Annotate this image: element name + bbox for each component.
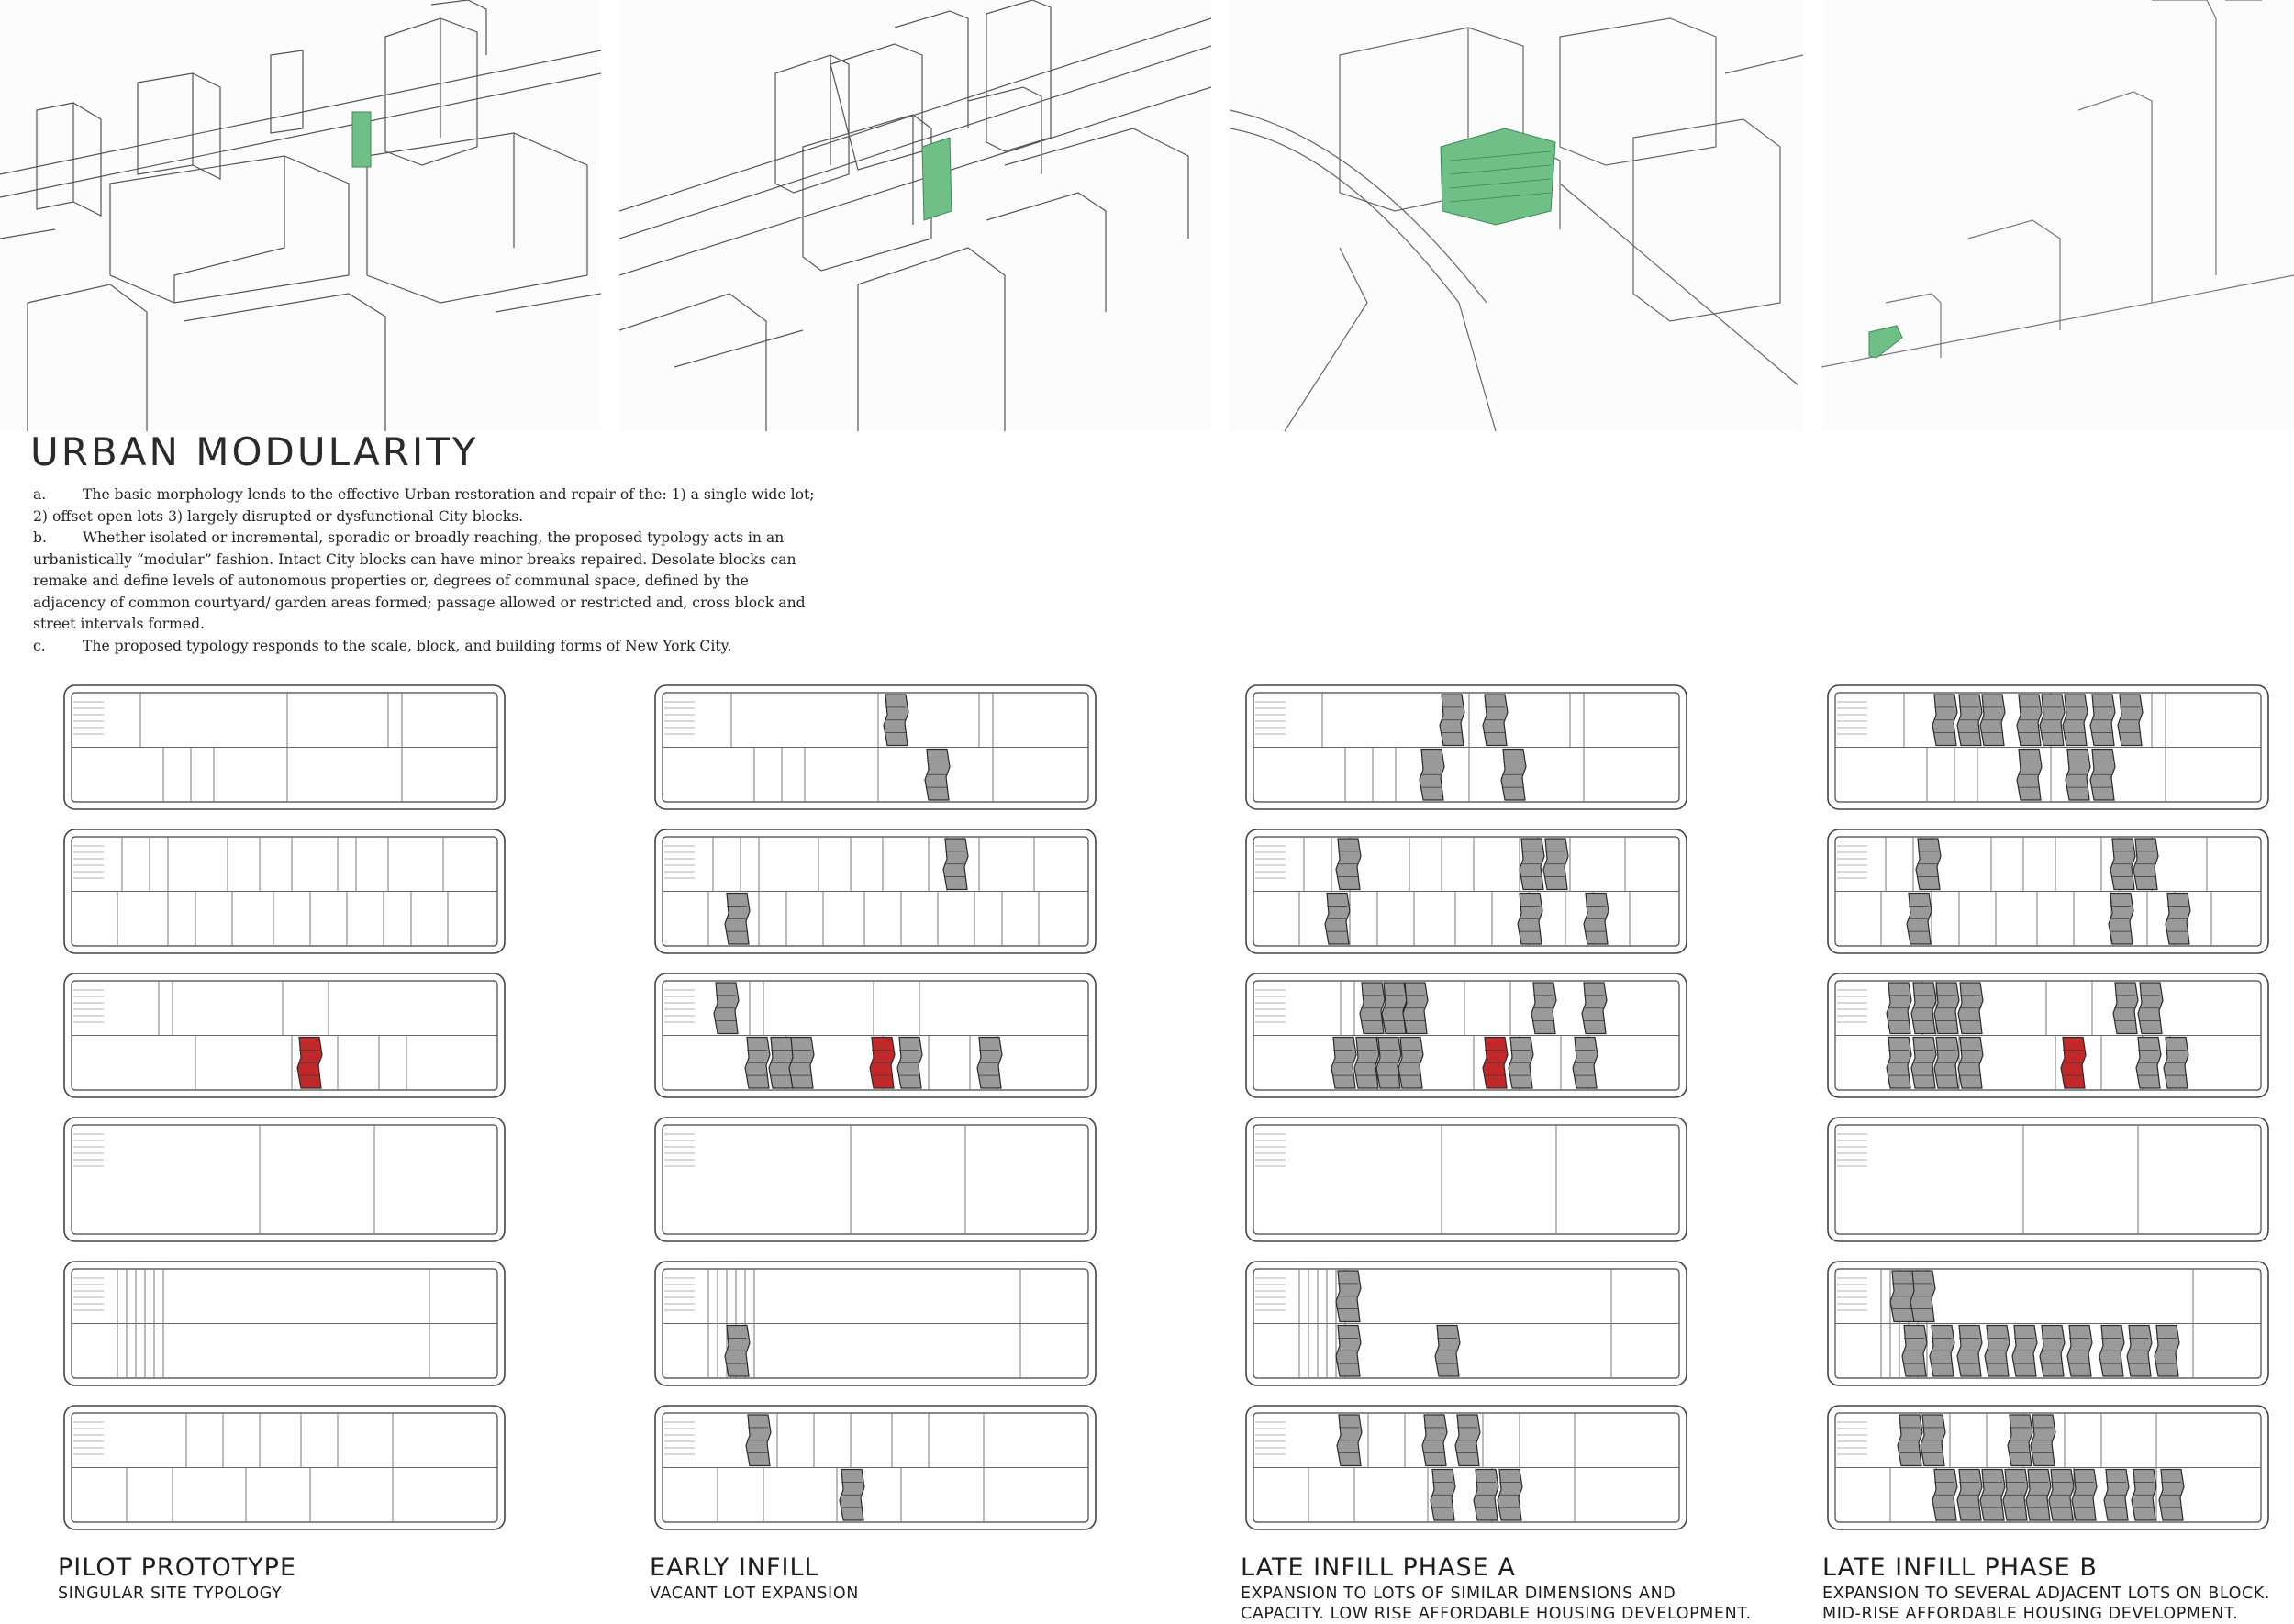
caption-subtitle: EXPANSION TO SEVERAL ADJACENT LOTS ON BLOCK. MID-RISE AFFORDABLE HOUSING DEVELOPMENT. [1822, 1585, 2271, 1623]
block-street-outline [1828, 1118, 2268, 1241]
city-block [1246, 1118, 1687, 1241]
city-block [1828, 1118, 2268, 1241]
caption-subtitle: VACANT LOT EXPANSION [650, 1585, 859, 1603]
paragraph-text: The proposed typology responds to the scale, block, and building forms of New York City. [83, 637, 732, 654]
paragraph-marker: a. [33, 486, 47, 503]
plan-column-phase-b [1826, 684, 2285, 1541]
city-block [64, 1406, 505, 1529]
description [33, 484, 822, 657]
paragraph-marker: c. [33, 637, 46, 654]
city-block [64, 1118, 505, 1241]
city-block [1246, 685, 1687, 809]
caption-subtitle: SINGULAR SITE TYPOLOGY [58, 1585, 283, 1603]
caption-title: EARLY INFILL [650, 1553, 819, 1582]
perspective-view-2 [619, 0, 1211, 431]
city-block [64, 1262, 505, 1385]
caption-title: LATE INFILL PHASE A [1241, 1553, 1516, 1582]
module-layer [1325, 695, 1609, 1520]
city-block [1246, 1262, 1687, 1385]
city-block [64, 829, 505, 953]
caption-late-infill-phase-a [1241, 1553, 1754, 1624]
caption-title: PILOT PROTOTYPE [58, 1553, 297, 1582]
plan-column-pilot [62, 684, 521, 1541]
city-block [655, 829, 1096, 953]
block-lot-outline [1253, 1125, 1679, 1234]
paragraph-text: Whether isolated or incremental, sporadic or broadly reaching, the proposed typology acts in an urbanistically “modular” fashion. Intact City blocks can have minor breaks repaired. Desolate blocks can remake and define levels of autonomous properties or, degrees of communal space, defined by the adjacency of common courtyard/ garden areas formed; passage allowed or restricted and, cross block and street intervals formed. [33, 529, 806, 632]
city-block [655, 1406, 1096, 1529]
module-layer [297, 1038, 322, 1089]
city-block [1246, 829, 1687, 953]
city-block [64, 685, 505, 809]
city-block [1828, 829, 2268, 953]
city-block [655, 1262, 1096, 1385]
block-street-outline [655, 1118, 1096, 1241]
city-block [1246, 973, 1687, 1097]
block-street-outline [64, 1118, 505, 1241]
caption-early-infill [650, 1553, 1164, 1604]
perspective-view-3 [1230, 0, 1803, 431]
caption-pilot-prototype [58, 1553, 572, 1604]
caption-subtitle: EXPANSION TO LOTS OF SIMILAR DIMENSIONS AND CAPACITY. LOW RISE AFFORDABLE HOUSING DEVELOPMENT. [1241, 1585, 1752, 1623]
block-street-outline [1246, 1118, 1687, 1241]
perspective-view-4 [1821, 0, 2294, 431]
paragraph-marker: b. [33, 529, 47, 546]
block-lot-outline [72, 1125, 497, 1234]
perspective-view-1 [0, 0, 601, 431]
paragraph-b [33, 528, 822, 636]
module-layer [714, 695, 1002, 1520]
block-lot-outline [663, 1125, 1088, 1234]
city-block [655, 1118, 1096, 1241]
paragraph-text: The basic morphology lends to the effective Urban restoration and repair of the: 1) a single wide lot; 2) offset open lots 3) largely disrupted or dysfunctional City blocks. [33, 486, 815, 525]
paragraph-c [33, 636, 822, 658]
module-layer [1887, 695, 2190, 1520]
paragraph-a [33, 484, 822, 528]
caption-title: LATE INFILL PHASE B [1822, 1553, 2098, 1582]
caption-late-infill-phase-b [1822, 1553, 2281, 1624]
block-lot-outline [1835, 1125, 2261, 1234]
plan-column-phase-a [1244, 684, 1703, 1541]
page-title: URBAN MODULARITY [30, 429, 479, 474]
plan-column-early-infill [653, 684, 1112, 1541]
city-block [64, 973, 505, 1097]
city-block [655, 685, 1096, 809]
